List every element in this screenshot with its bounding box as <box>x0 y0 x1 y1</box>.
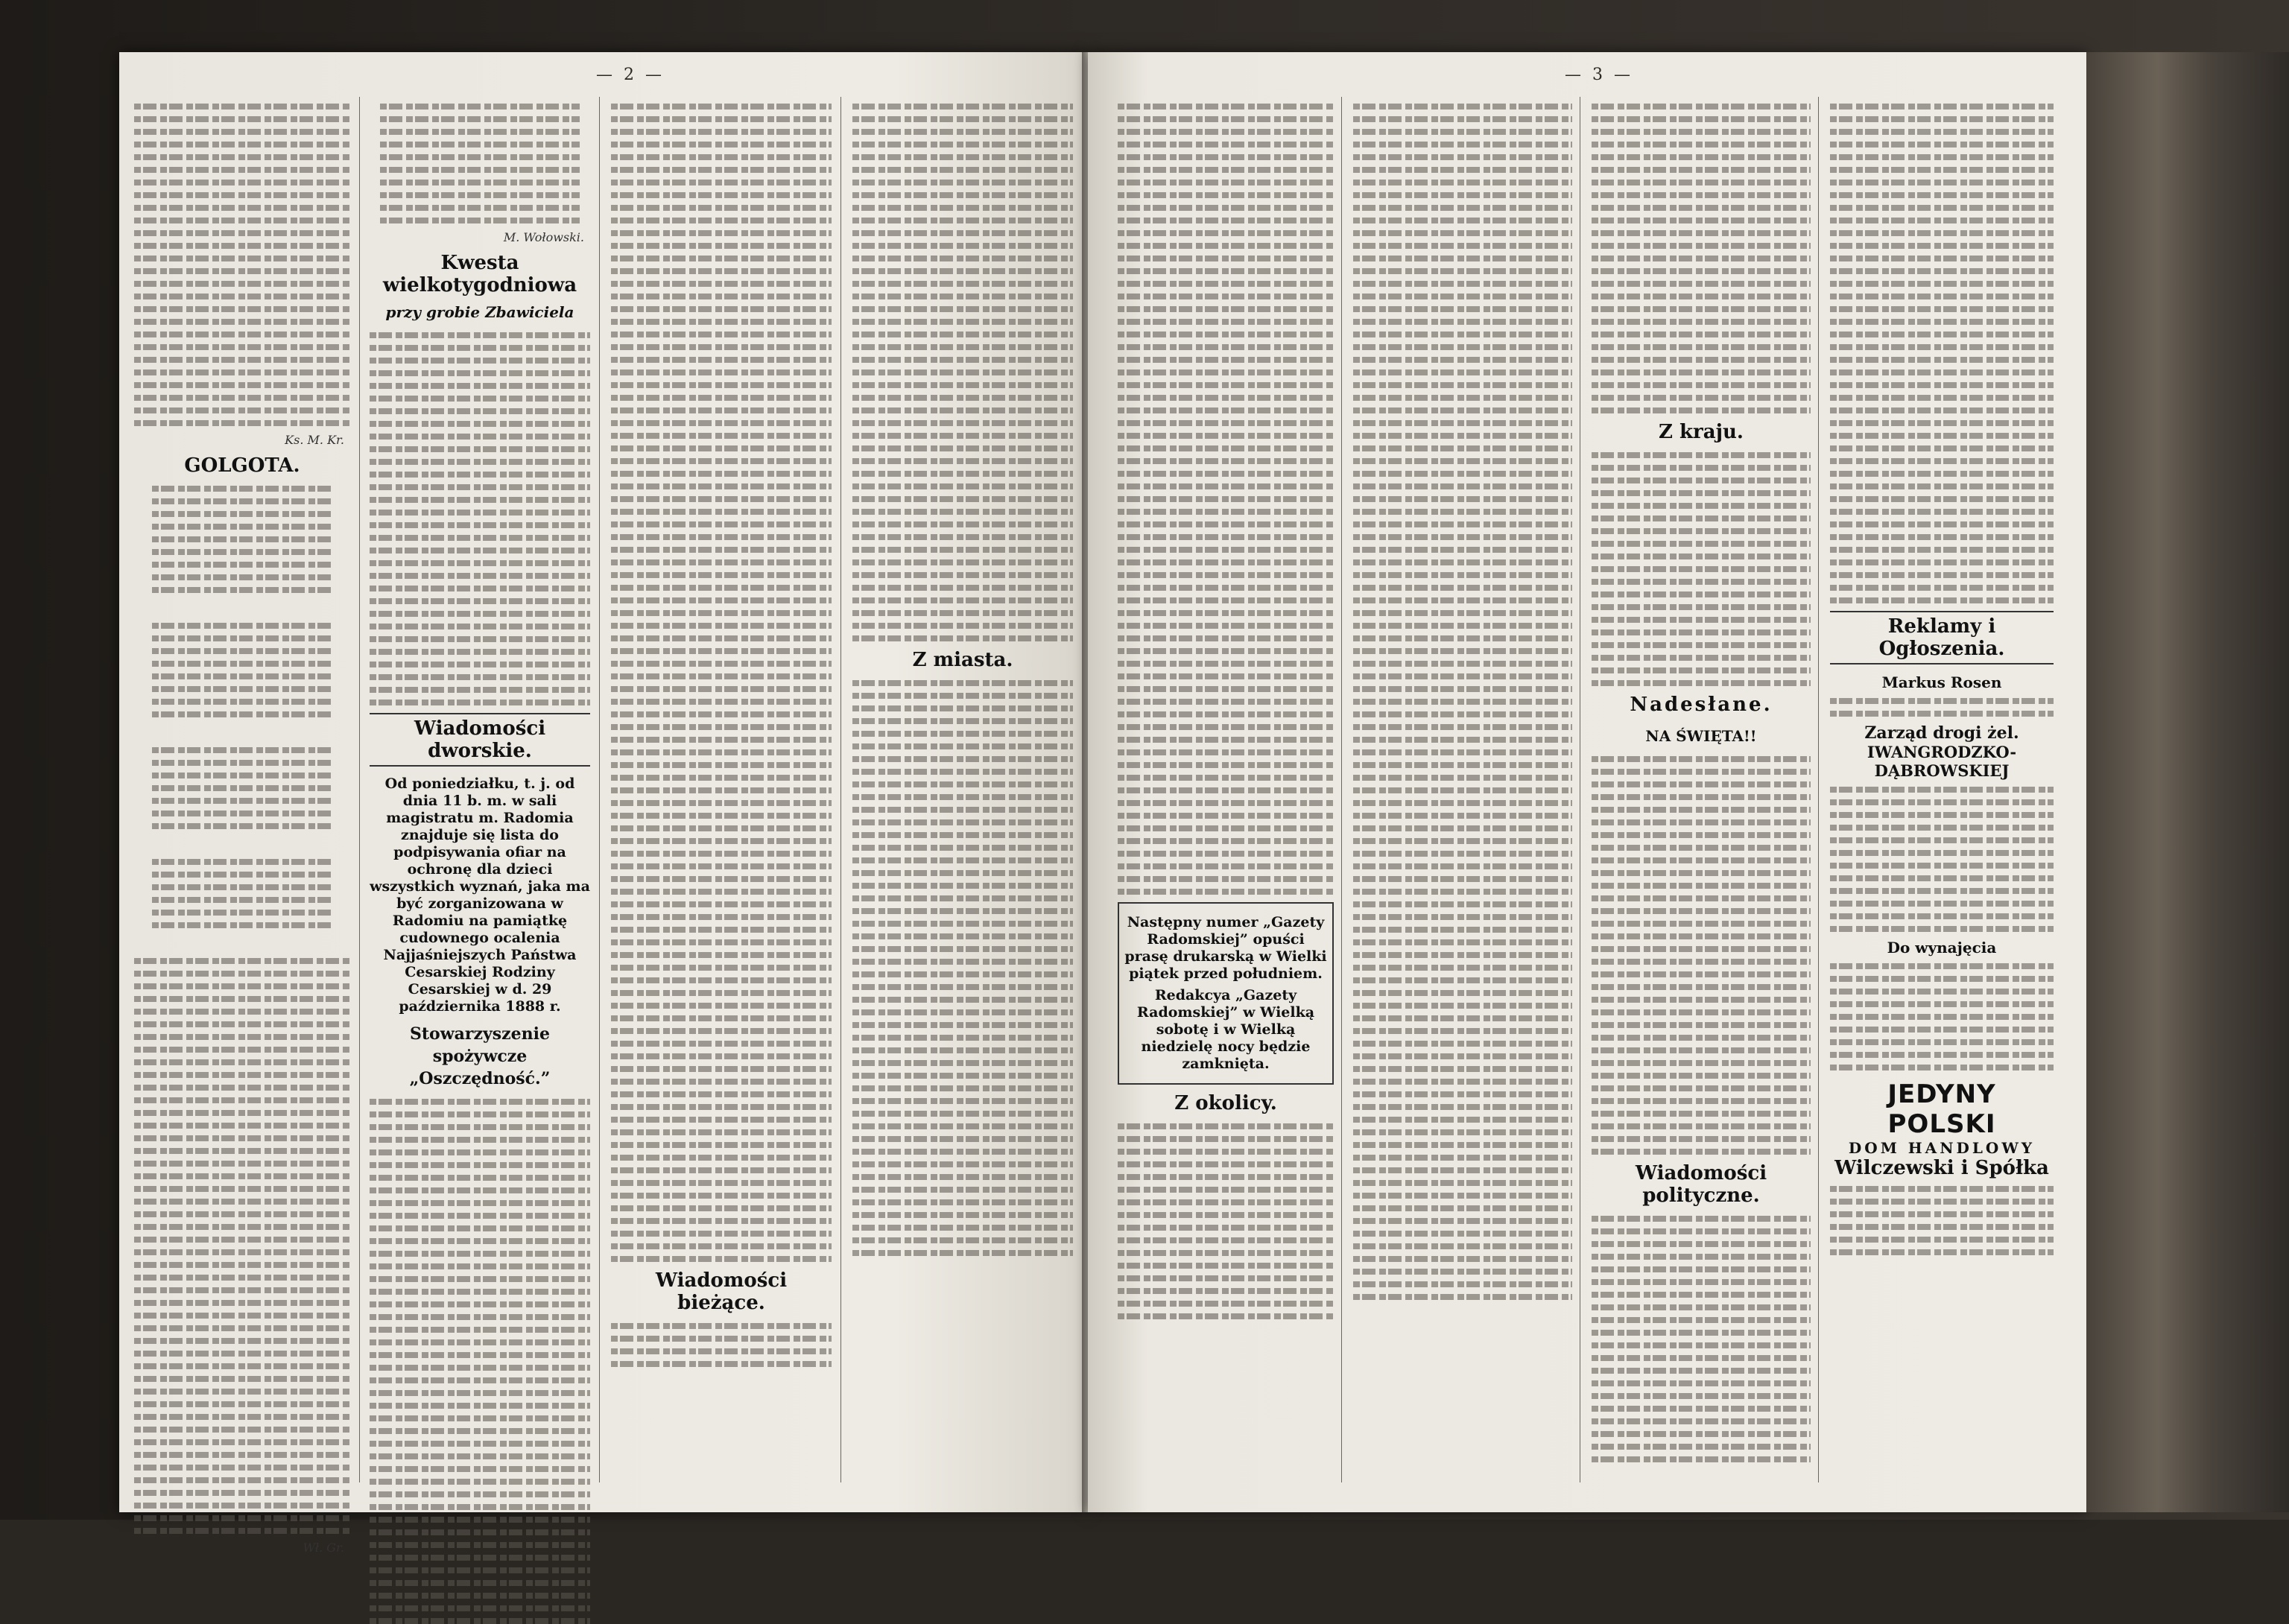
text-block <box>370 332 590 705</box>
ad-jedyny-polski: JEDYNY POLSKI <box>1887 1079 1996 1139</box>
text-block <box>1592 1216 1811 1462</box>
column-4 <box>1830 97 2054 1482</box>
section-heading: Reklamy i Ogłoszenia. <box>1830 611 2054 664</box>
column-1 <box>134 97 350 1555</box>
viewer-right-margin <box>2086 52 2289 1512</box>
section-heading: Wiadomości dworskie. <box>370 713 590 767</box>
signature: M. Wołowski. <box>503 230 584 244</box>
column-rule <box>840 97 841 1482</box>
signature: Wł. Gr. <box>303 1541 344 1555</box>
ad-dom-handlowy: DOM HANDLOWY <box>1848 1139 2036 1157</box>
text-block <box>611 104 832 1262</box>
ad-zarzad-title: Zarząd drogi żel. <box>1864 723 2019 743</box>
text-block <box>134 958 350 1534</box>
ad-do-wynajecia: Do wynajęcia <box>1887 939 1997 957</box>
column-4 <box>852 97 1073 1482</box>
signature: Ks. M. Kr. <box>285 433 344 447</box>
notice-next-issue: Następny numer „Gazety Radomskiej” opuści prasę drukarską w Wielki piątek przed południem. <box>1124 914 1327 982</box>
ad-zarzad-name: IWANGRODZKO-DĄBROWSKIEJ <box>1867 743 2017 780</box>
section-heading: Wiadomości bieżące. <box>655 1269 788 1314</box>
newspaper-page-2 <box>119 52 1088 1555</box>
notice-box <box>1118 902 1334 1085</box>
column-rule <box>1341 97 1342 1482</box>
text-block <box>852 104 1073 641</box>
text-block <box>1118 1123 1334 1319</box>
newspaper-page-3 <box>1088 52 2086 1512</box>
section-heading: Z okolicy. <box>1174 1092 1277 1114</box>
text-block <box>1830 787 2054 932</box>
text-block <box>1830 104 2054 603</box>
text-block <box>134 104 350 426</box>
text-block <box>1353 104 1572 1300</box>
text-block <box>1830 963 2054 1070</box>
text-block <box>1830 698 2054 717</box>
text-block <box>1592 452 1811 686</box>
section-heading: Z miasta. <box>912 649 1013 671</box>
column-3 <box>1592 97 1811 1482</box>
text-block <box>1592 104 1811 413</box>
text-block <box>1830 1186 2054 1255</box>
page-number: — 3 — <box>1565 66 1633 84</box>
announcement-bold: Od poniedziałku, t. j. od dnia 11 b. m. w sali magistratu m. Radomia znajduje się lista do podpisywania ofiar na ochronę dla dzieci wszystkich wyznań, jaka ma być zorganizowana w Radomiu na pamiątkę cudownego ocalenia Najjaśniejszych Państwa Cesarskiej Rodziny Cesarskiej w d. 29 października 1888 r. <box>370 775 590 1015</box>
column-1 <box>1118 97 1334 1482</box>
section-heading: Z kraju. <box>1659 421 1744 443</box>
column-3 <box>611 97 832 1482</box>
section-heading: Stowarzyszenie spożywcze „Oszczędność.” <box>409 1024 551 1088</box>
section-heading: Wiadomości polityczne. <box>1635 1162 1767 1207</box>
page-number: — 2 — <box>596 66 665 84</box>
section-heading: Kwesta wielkotygodniowa <box>382 252 577 296</box>
section-heading: GOLGOTA. <box>184 454 300 477</box>
notice-editorial: Redakcya „Gazety Radomskiej” w Wielką sobotę i w Wielką niedzielę nocy będzie zamknięta. <box>1136 987 1315 1072</box>
text-block <box>852 680 1073 1256</box>
poem-block <box>134 486 350 928</box>
column-rule <box>359 97 360 1482</box>
ad-wilczewski: Wilczewski i Spółka <box>1834 1157 2049 1179</box>
column-2 <box>370 97 590 1482</box>
section-subheading: przy grobie Zbawiciela <box>385 303 574 321</box>
text-block <box>611 1323 832 1367</box>
text-block <box>1118 104 1334 895</box>
text-block <box>370 1099 590 1624</box>
section-heading: Nadesłane. <box>1630 694 1773 716</box>
poem-block <box>370 104 590 223</box>
subheading: NA ŚWIĘTA!! <box>1645 727 1757 745</box>
text-block <box>1592 756 1811 1155</box>
column-rule <box>1818 97 1819 1482</box>
ad-markus-rosen: Markus Rosen <box>1881 673 2002 691</box>
column-rule <box>599 97 600 1482</box>
column-2 <box>1353 97 1572 1482</box>
